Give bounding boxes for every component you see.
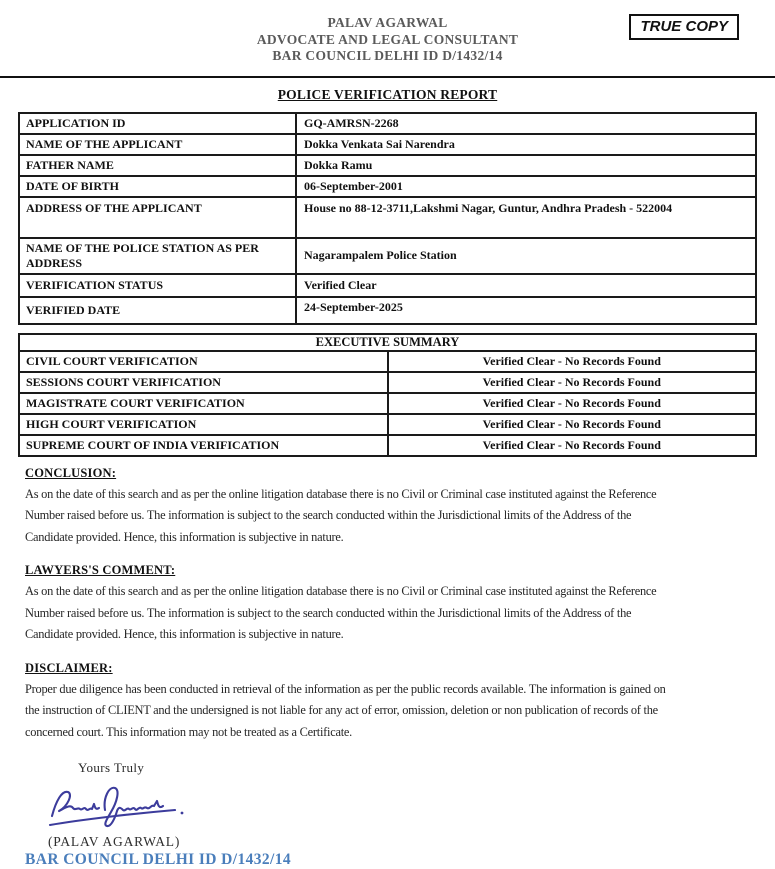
disclaimer-text	[25, 679, 753, 744]
text-line: Candidate provided. Hence, this information is subjective in nature.	[25, 624, 753, 646]
table-row	[19, 176, 756, 197]
signoff-bar-id: BAR COUNCIL DELHI ID D/1432/14	[25, 851, 753, 869]
text-line: Number raised before us. The information is subject to the search conducted within the Jurisdictional limits of the Address of the	[25, 505, 753, 527]
detail-label: APPLICATION ID	[19, 113, 296, 134]
table-row	[19, 414, 756, 435]
detail-value: Dokka Venkata Sai Narendra	[296, 134, 756, 155]
applicant-details-table	[18, 112, 757, 325]
detail-value: Verified Clear	[296, 274, 756, 297]
detail-value: Dokka Ramu	[296, 155, 756, 176]
true-copy-stamp: TRUE COPY	[629, 14, 739, 40]
table-row	[19, 238, 756, 274]
executive-summary-table	[18, 333, 757, 457]
detail-label: NAME OF THE POLICE STATION AS PER ADDRESS	[19, 238, 296, 274]
table-row	[19, 372, 756, 393]
lawyers-comment-heading: LAWYERS'S COMMENT:	[25, 563, 753, 578]
table-row	[19, 113, 756, 134]
table-row	[19, 197, 756, 238]
disclaimer-heading: DISCLAIMER:	[25, 661, 753, 676]
verification-label: CIVIL COURT VERIFICATION	[19, 351, 388, 372]
advocate-role: ADVOCATE AND LEGAL CONSULTANT	[0, 32, 775, 49]
verification-result: Verified Clear - No Records Found	[388, 372, 757, 393]
table-row	[19, 297, 756, 324]
conclusion-text	[25, 484, 753, 549]
detail-label: ADDRESS OF THE APPLICANT	[19, 197, 296, 238]
verification-result: Verified Clear - No Records Found	[388, 393, 757, 414]
detail-value: 24-September-2025	[296, 297, 756, 324]
text-line: Proper due diligence has been conducted in retrieval of the information as per the public records available. The information is gained on	[25, 679, 753, 701]
conclusion-heading: CONCLUSION:	[25, 466, 753, 481]
signature-image	[45, 779, 195, 834]
advocate-name: PALAV AGARWAL	[0, 15, 775, 32]
verification-label: HIGH COURT VERIFICATION	[19, 414, 388, 435]
verification-result: Verified Clear - No Records Found	[388, 435, 757, 456]
table-header-row	[19, 334, 756, 351]
detail-value: GQ-AMRSN-2268	[296, 113, 756, 134]
text-line: As on the date of this search and as per the online litigation database there is no Civil or Criminal case instituted against the Reference	[25, 484, 753, 506]
text-line: concerned court. This information may not be treated as a Certificate.	[25, 722, 753, 744]
table-row	[19, 435, 756, 456]
table-row	[19, 351, 756, 372]
table-row	[19, 134, 756, 155]
detail-value: House no 88-12-3711,Lakshmi Nagar, Guntur, Andhra Pradesh - 522004	[296, 197, 756, 238]
text-line: Candidate provided. Hence, this information is subjective in nature.	[25, 527, 753, 549]
closing-text: Yours Truly	[78, 760, 753, 776]
text-line: Number raised before us. The information is subject to the search conducted within the Jurisdictional limits of the Address of the	[25, 603, 753, 625]
detail-value: Nagarampalem Police Station	[296, 238, 756, 274]
table-row	[19, 393, 756, 414]
table-row	[19, 274, 756, 297]
verification-label: MAGISTRATE COURT VERIFICATION	[19, 393, 388, 414]
text-line: the instruction of CLIENT and the undersigned is not liable for any act of error, omission, deletion or non publication of records of the	[25, 700, 753, 722]
verification-result: Verified Clear - No Records Found	[388, 351, 757, 372]
detail-label: DATE OF BIRTH	[19, 176, 296, 197]
verification-label: SESSIONS COURT VERIFICATION	[19, 372, 388, 393]
executive-summary-title: EXECUTIVE SUMMARY	[19, 334, 756, 351]
detail-label: VERIFICATION STATUS	[19, 274, 296, 297]
table-row	[19, 155, 756, 176]
verification-label: SUPREME COURT OF INDIA VERIFICATION	[19, 435, 388, 456]
detail-value: 06-September-2001	[296, 176, 756, 197]
signatory-name: (PALAV AGARWAL)	[48, 834, 753, 850]
text-line: As on the date of this search and as per the online litigation database there is no Civil or Criminal case instituted against the Reference	[25, 581, 753, 603]
detail-label: FATHER NAME	[19, 155, 296, 176]
narrative-sections	[0, 466, 775, 869]
lawyers-comment-text	[25, 581, 753, 646]
details-table-wrap	[0, 112, 775, 457]
header-divider	[0, 76, 775, 78]
verification-result: Verified Clear - No Records Found	[388, 414, 757, 435]
detail-label: VERIFIED DATE	[19, 297, 296, 324]
page-title: POLICE VERIFICATION REPORT	[0, 87, 775, 103]
detail-label: NAME OF THE APPLICANT	[19, 134, 296, 155]
advocate-bar-id: BAR COUNCIL DELHI ID D/1432/14	[0, 48, 775, 65]
